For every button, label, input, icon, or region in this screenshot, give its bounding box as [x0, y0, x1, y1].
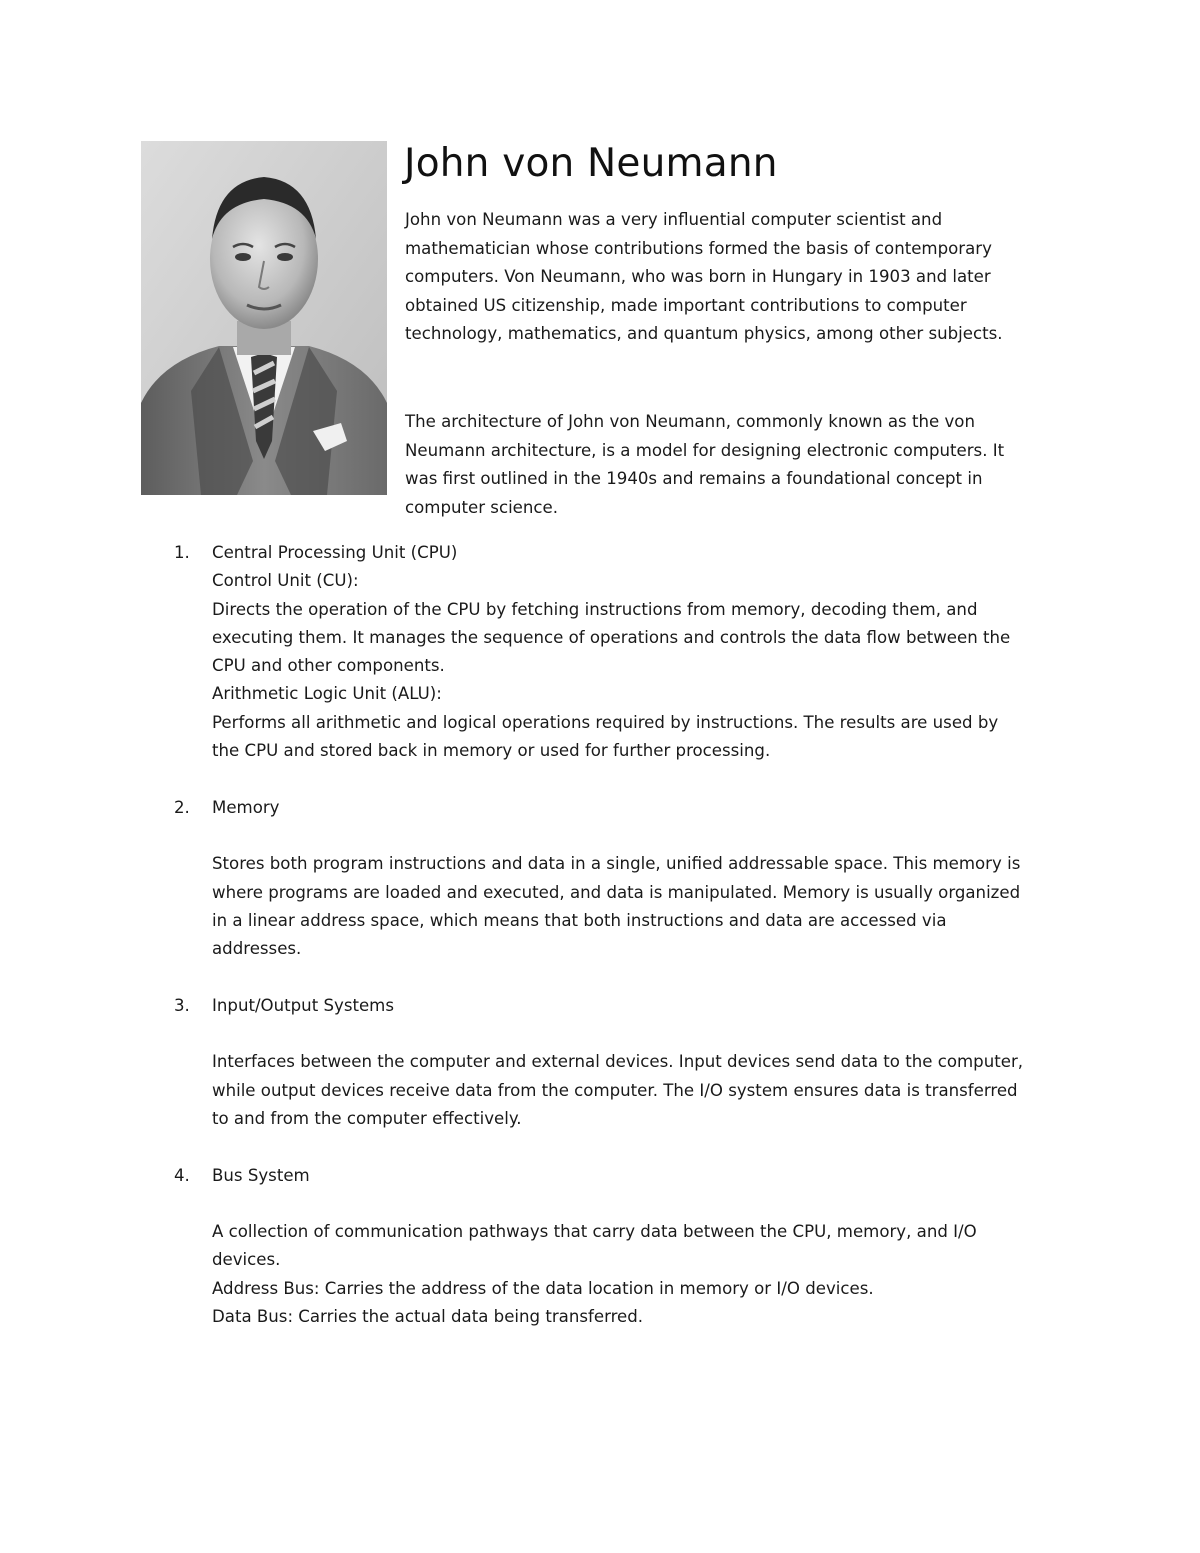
intro-line: computers. Von Neumann, who was born in Hungary in 1903 and later: [405, 267, 991, 287]
section-line: A collection of communication pathways that carry data between the CPU, memory, and I/O: [212, 1222, 977, 1242]
section-line: while output devices receive data from the computer. The I/O system ensures data is transferred: [212, 1080, 1018, 1100]
section-line: devices.: [212, 1250, 281, 1270]
list-item: [174, 992, 1082, 1133]
blank-line: [212, 822, 1082, 850]
architecture-line: Neumann architecture, is a model for designing electronic computers. It: [405, 440, 1005, 460]
intro-line: obtained US citizenship, made important contributions to computer: [405, 295, 967, 315]
section-line: executing them. It manages the sequence of operations and controls the data flow between the: [212, 627, 1011, 647]
blank-line: [212, 1020, 1082, 1048]
intro-line: technology, mathematics, and quantum physics, among other subjects.: [405, 324, 1003, 344]
list-spacer: [212, 765, 1082, 793]
section-line: to and from the computer effectively.: [212, 1108, 522, 1128]
list-spacer: [212, 963, 1082, 991]
document-title: John von Neumann: [404, 141, 778, 186]
section-heading: Input/Output Systems: [212, 995, 394, 1015]
list-item: [174, 1162, 1082, 1332]
section-heading: Central Processing Unit (CPU): [212, 543, 458, 562]
components-list: [174, 539, 1082, 1331]
list-item-number: 4.: [174, 1165, 190, 1185]
list-item-number: 2.: [174, 797, 190, 817]
section-line: CPU and other components.: [212, 656, 445, 676]
section-heading: Memory: [212, 797, 280, 817]
list-item: [174, 539, 1082, 765]
list-item-number: 1.: [174, 543, 190, 562]
section-line: Interfaces between the computer and external devices. Input devices send data to the computer,: [212, 1052, 1024, 1072]
section-line: the CPU and stored back in memory or used for further processing.: [212, 741, 771, 761]
intro-line: John von Neumann was a very influential computer scientist and: [405, 210, 943, 229]
list-item: [174, 794, 1082, 964]
section-line: addresses.: [212, 939, 302, 959]
intro-paragraph: [405, 206, 1065, 349]
section-line: Directs the operation of the CPU by fetching instructions from memory, decoding them, and: [212, 599, 978, 619]
list-spacer: [212, 1133, 1082, 1161]
section-line: Control Unit (CU):: [212, 571, 359, 591]
architecture-line: The architecture of John von Neumann, commonly known as the von: [405, 412, 975, 431]
blank-line: [212, 1190, 1082, 1218]
section-line: Address Bus: Carries the address of the data location in memory or I/O devices.: [212, 1278, 874, 1298]
intro-line: mathematician whose contributions formed the basis of contemporary: [405, 238, 992, 258]
section-line: in a linear address space, which means that both instructions and data are accessed via: [212, 910, 947, 930]
architecture-line: computer science.: [405, 497, 559, 517]
section-line: Data Bus: Carries the actual data being transferred.: [212, 1307, 644, 1327]
section-line: Stores both program instructions and data in a single, unified addressable space. This memory is: [212, 854, 1021, 874]
section-line: where programs are loaded and executed, and data is manipulated. Memory is usually organized: [212, 882, 1021, 902]
portrait-photo: [141, 141, 387, 495]
section-heading: Bus System: [212, 1165, 310, 1185]
section-line: Performs all arithmetic and logical operations required by instructions. The results are used by: [212, 712, 999, 732]
list-item-number: 3.: [174, 995, 190, 1015]
architecture-line: was first outlined in the 1940s and remains a foundational concept in: [405, 469, 983, 489]
section-line: Arithmetic Logic Unit (ALU):: [212, 684, 442, 704]
architecture-paragraph: [405, 408, 1065, 522]
